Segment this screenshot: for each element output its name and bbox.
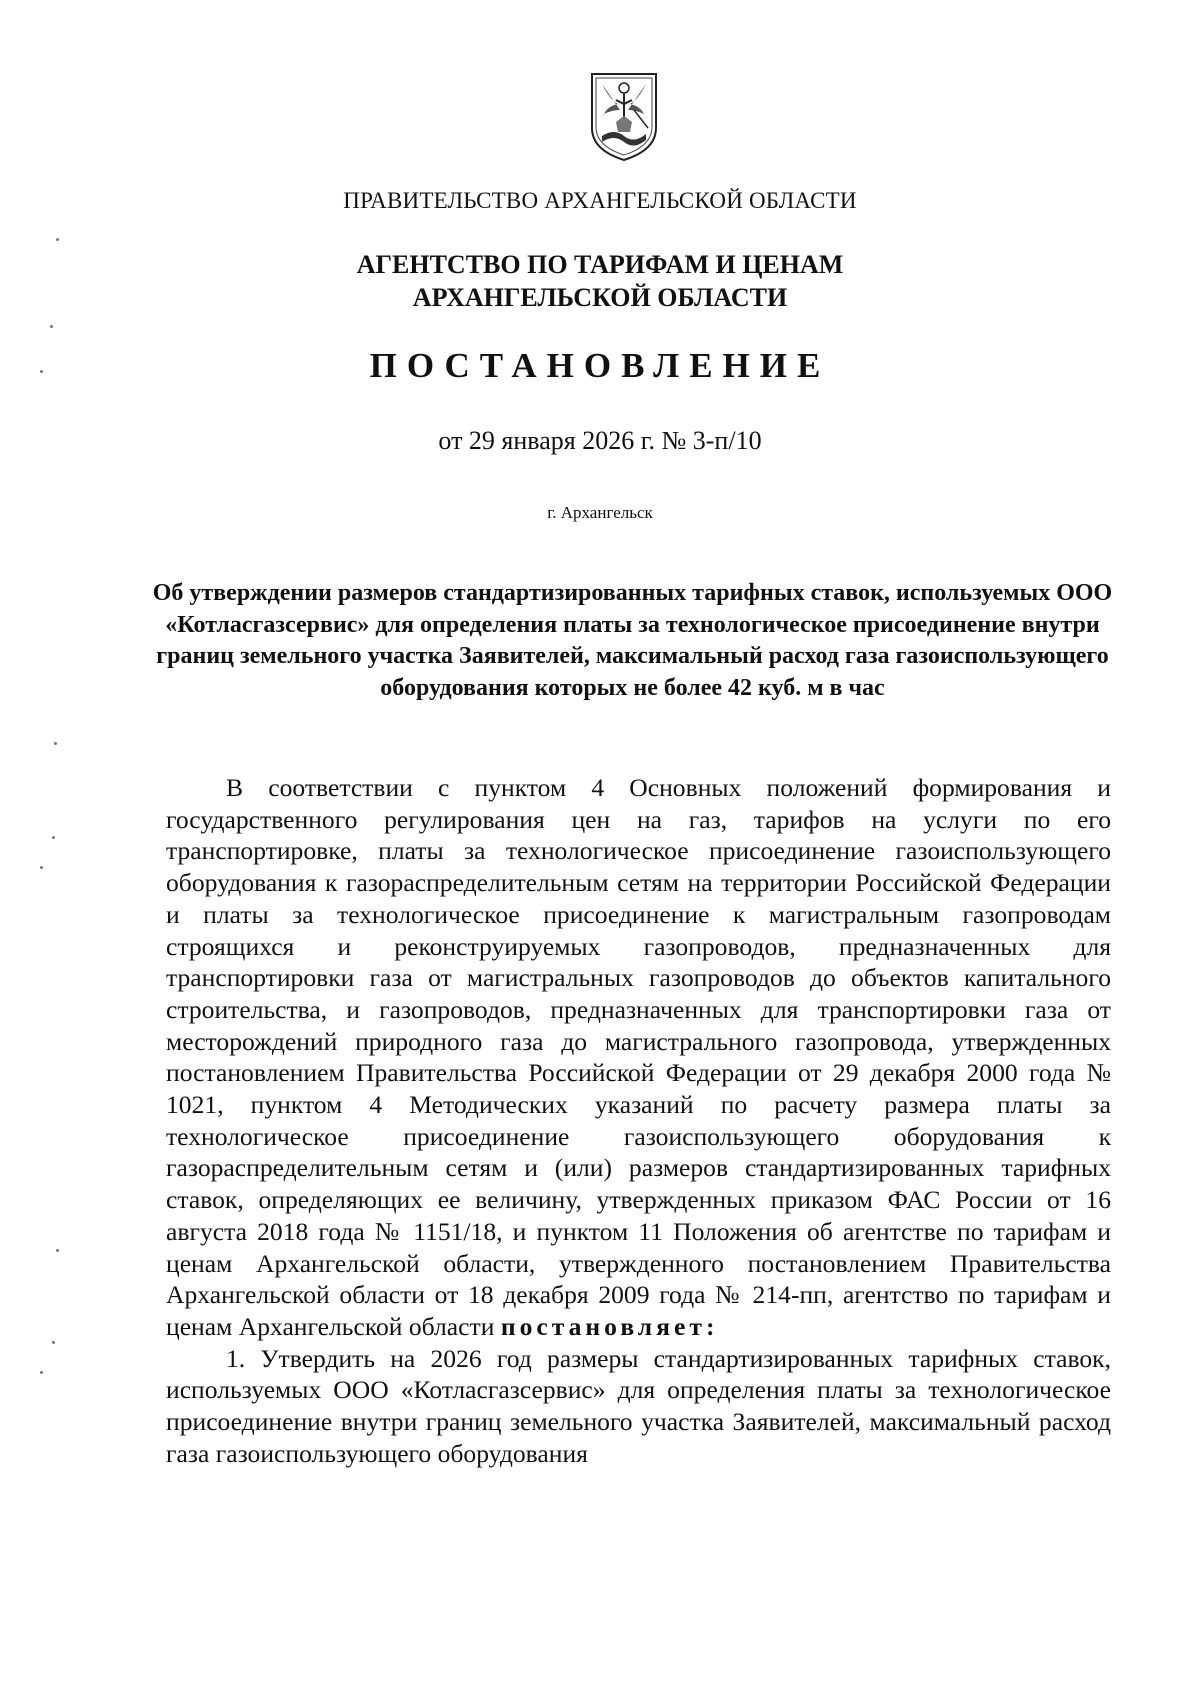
coat-of-arms-icon — [588, 70, 660, 162]
decree-body — [166, 772, 1111, 1469]
government-name: ПРАВИТЕЛЬСТВО АРХАНГЕЛЬСКОЙ ОБЛАСТИ — [343, 188, 857, 213]
decides-word: постановляет: — [500, 1311, 719, 1341]
agency-name-line1: АГЕНТСТВО ПО ТАРИФАМ И ЦЕНАМ — [356, 250, 844, 279]
decree-date-number: от 29 января 2026 г. № 3-п/10 — [438, 426, 762, 455]
scan-speck — [40, 866, 43, 869]
scan-speck — [52, 1341, 55, 1344]
decree-subject: Об утверждении размеров стандартизированных тарифных ставок, используемых ООО «Котласгазсервис» для определения платы за технологическое присоединение внутри границ земельного участка Заявителей, максимальный расход газа газоиспользующего оборудования которых не более 42 куб. м в час — [152, 580, 1113, 701]
scan-speck — [56, 238, 59, 241]
item-1-paragraph: 1. Утвердить на 2026 год размеры стандартизированных тарифных ставок, используемых ООО «Котласгазсервис» для определения платы за технологическое присоединение внутри границ земельного участка Заявителей, максимальный расход газа газоиспользующего оборудования — [166, 1343, 1111, 1468]
scan-speck — [56, 1249, 59, 1252]
document-type-title: ПОСТАНОВЛЕНИЕ — [369, 346, 831, 385]
preamble-text: В соответствии с пунктом 4 Основных положений формирования и государственного регулирования цен на газ, тарифов на услуги по его транспортировке, платы за технологическое присоединение газоиспользующего оборудования к газораспределительным сетям на территории Российской Федерации и платы за технологическое присоединение к магистральным газопроводам строящихся и реконструируемых газопроводов, предназначенных для транспортировки газа от магистральных газопроводов до объектов капитального строительства, и газопроводов, предназначенных для транспортировки газа от месторождений природного газа до магистрального газопровода, утвержденных постановлением Правительства Российской Федерации от 29 декабря 2000 года № 1021, пунктом 4 Методических указаний по расчету размера платы за технологическое присоединение газоиспользующего оборудования к газораспределительным сетям и (или) размеров стандартизированных тарифных ставок, определяющих ее величину, утвержденных приказом ФАС России от 16 августа 2018 года № 1151/18, и пунктом 11 Положения об агентстве по тарифам и ценам Архангельской области, утвержденного постановлением Правительства Архангельской области от 18 декабря 2009 года № 214-пп, агентство по тарифам и ценам Архангельской области — [166, 773, 1111, 1341]
agency-name — [0, 248, 1200, 314]
scan-speck — [40, 370, 43, 373]
agency-name-line2: АРХАНГЕЛЬСКОЙ ОБЛАСТИ — [412, 283, 788, 312]
preamble-paragraph — [166, 772, 1111, 1343]
scan-speck — [50, 325, 53, 328]
city-name: г. Архангельск — [547, 503, 653, 522]
scan-speck — [40, 1371, 43, 1374]
scan-speck — [52, 836, 55, 839]
scan-speck — [54, 742, 57, 745]
